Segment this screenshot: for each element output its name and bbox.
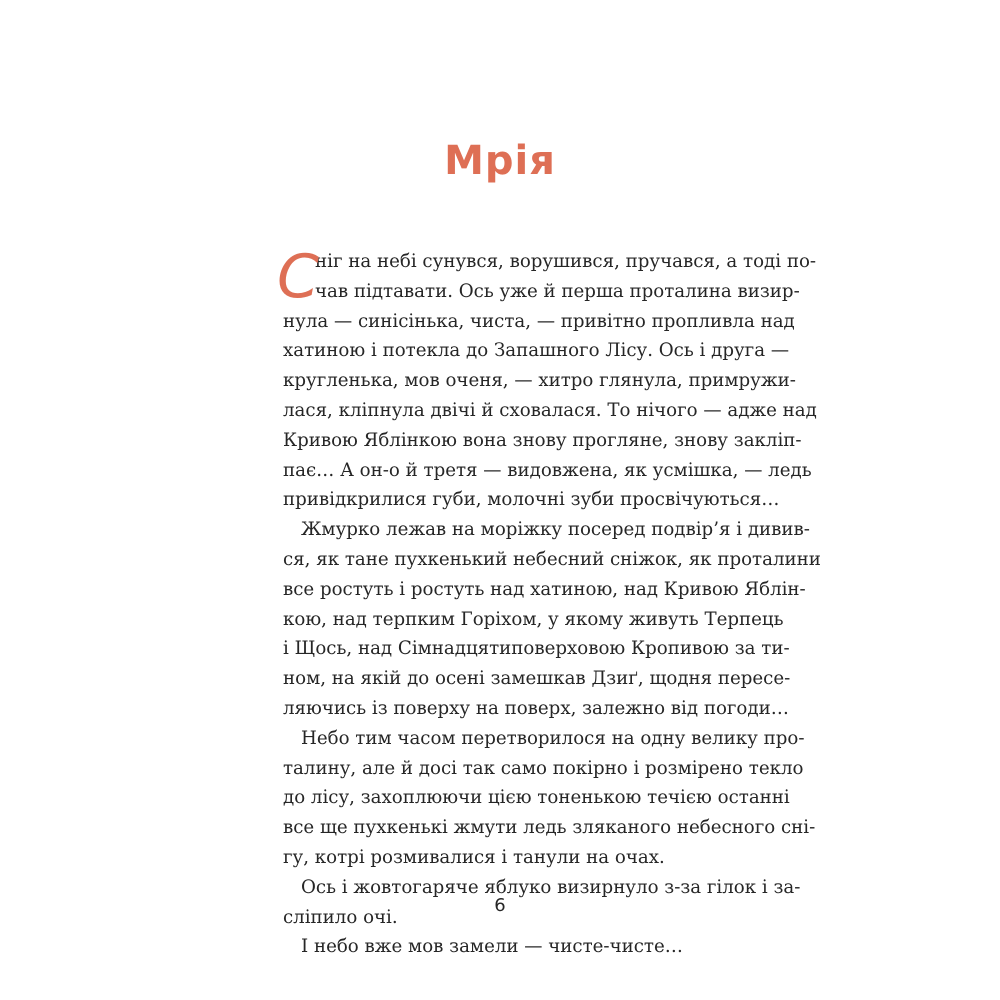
text-line: все ростуть і ростуть над хатиною, над Кривою Яблін- [283, 578, 806, 600]
chapter-text [277, 242, 821, 962]
text-line: гу, котрі розмивалися і танули на очах. [283, 846, 665, 868]
paragraph [283, 515, 821, 724]
text-line: хатиною і потекла до Запашного Лісу. Ось і друга — [283, 340, 790, 362]
text-line: все ще пухкенькі жмути ледь зляканого небесного сні- [283, 817, 816, 839]
text-line: Кривою Яблінкою вона знову прогляне, знову закліп- [283, 429, 802, 451]
text-line: привідкрилися губи, молочні зуби просвічуються… [283, 489, 780, 511]
text-line: нула — синісінька, чиста, — привітно пропливла над [283, 310, 795, 332]
page-number: 6 [494, 895, 506, 916]
chapter-title: Мрія [444, 138, 556, 184]
text-line: кругленька, мов оченя, — хитро глянула, примружи- [283, 370, 796, 392]
text-line: І небо вже мов замели — чисте-чисте… [301, 936, 683, 958]
paragraph [283, 724, 816, 873]
text-line: ніг на небі сунувся, ворушився, пручався, а тоді по- [315, 251, 817, 272]
drop-cap: С [277, 242, 319, 312]
text-line: і Щось, над Сімнадцятиповерховою Кропивою за ти- [283, 638, 790, 660]
text-line: талину, але й досі так само покірно і розмірено текло [283, 757, 804, 779]
text-line: лася, кліпнула двічі й сховалася. То нічого — адже над [283, 399, 817, 421]
text-line: кою, над терпким Горіхом, у якому живуть Терпець [283, 608, 784, 630]
text-line: ляючись із поверху на поверх, залежно від погоди… [283, 697, 789, 719]
text-line: Жмурко лежав на моріжку посеред подвір’я і дивив- [301, 519, 810, 541]
text-line: Ось і жовтогаряче яблуко визирнуло з-за гілок і за- [301, 876, 801, 898]
paragraph [283, 247, 817, 515]
text-line: ся, як тане пухкенький небесний сніжок, як проталини [283, 548, 821, 570]
text-line: чав підтавати. Ось уже й перша проталина визир- [315, 280, 800, 302]
text-line: до лісу, захоплюючи цією тоненькою течією останні [283, 787, 790, 809]
text-line: пає… А он-о й третя — видовжена, як усмішка, — ледь [283, 459, 812, 481]
text-line: Небо тим часом перетворилося на одну велику про- [301, 727, 805, 749]
text-line: сліпило очі. [283, 906, 398, 928]
paragraph [283, 932, 766, 962]
text-line: ном, на якій до осені замешкав Дзиґ, щодня пересе- [283, 668, 791, 690]
